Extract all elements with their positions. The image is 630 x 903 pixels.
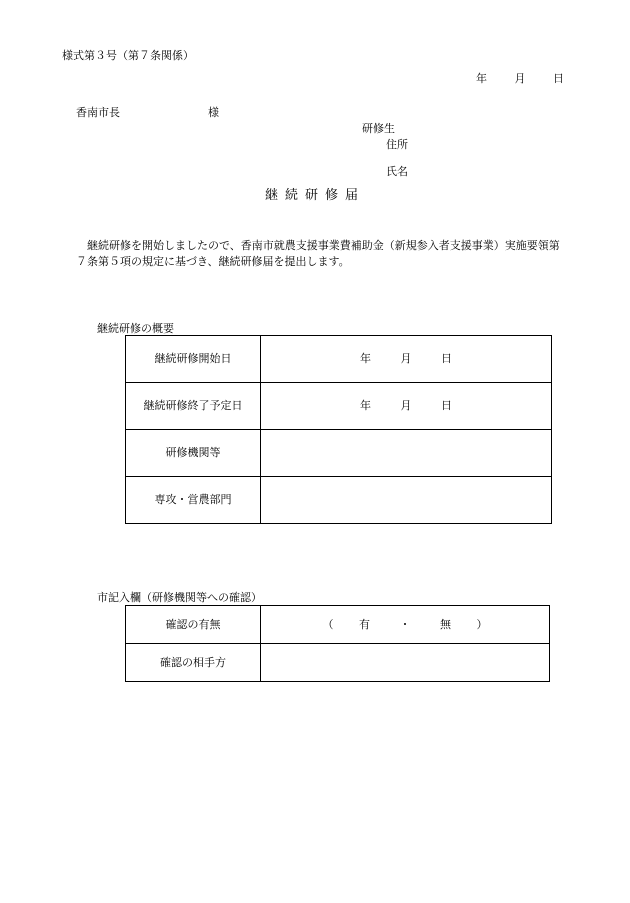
addressee-name: 香南市長 bbox=[76, 106, 120, 119]
counterpart-field[interactable] bbox=[261, 644, 550, 682]
confirmation-label: 確認の有無 bbox=[126, 606, 261, 644]
table-row bbox=[126, 430, 552, 477]
name-label: 氏名 bbox=[386, 165, 408, 178]
city-section-table bbox=[125, 605, 550, 682]
start-date-label: 継続研修開始日 bbox=[126, 336, 261, 383]
start-month-label: 月 bbox=[400, 352, 412, 366]
date-day-label: 日 bbox=[553, 72, 564, 85]
body-line-2: ７条第５項の規定に基づき、継続研修届を提出します。 bbox=[76, 255, 350, 268]
date-month-label: 月 bbox=[514, 72, 526, 85]
option-no[interactable]: 無 bbox=[440, 617, 451, 631]
body-paragraph bbox=[76, 238, 576, 270]
option-separator: ・ bbox=[399, 617, 411, 631]
trainee-label: 研修生 bbox=[362, 122, 395, 135]
counterpart-label: 確認の相手方 bbox=[126, 644, 261, 682]
end-date-label: 継続研修終了予定日 bbox=[126, 383, 261, 430]
end-day-label: 日 bbox=[441, 399, 452, 413]
paren-open: （ bbox=[322, 617, 334, 631]
date-year-label: 年 bbox=[476, 72, 487, 85]
city-section-heading: 市記入欄（研修機関等への確認） bbox=[97, 591, 262, 604]
option-yes[interactable]: 有 bbox=[359, 617, 370, 631]
table-row bbox=[126, 644, 550, 682]
table-row bbox=[126, 383, 552, 430]
document-title: 継続研修届 bbox=[264, 188, 365, 203]
form-number: 様式第３号（第７条関係） bbox=[62, 49, 194, 62]
end-year-label: 年 bbox=[360, 399, 371, 413]
institution-label: 研修機関等 bbox=[126, 430, 261, 477]
major-label: 専攻・営農部門 bbox=[126, 477, 261, 524]
start-date-field[interactable] bbox=[261, 336, 552, 383]
table-row bbox=[126, 477, 552, 524]
end-month-label: 月 bbox=[400, 399, 412, 413]
end-date-field[interactable] bbox=[261, 383, 552, 430]
table-row bbox=[126, 336, 552, 383]
overview-heading: 継続研修の概要 bbox=[97, 322, 174, 335]
paren-close: ） bbox=[476, 617, 488, 631]
address-label: 住所 bbox=[386, 138, 408, 151]
submission-date bbox=[476, 72, 564, 85]
addressee-honorific: 様 bbox=[208, 106, 219, 119]
overview-table bbox=[125, 335, 552, 524]
body-line-1: 継続研修を開始しましたので、香南市就農支援事業費補助金（新規参入者支援事業）実施要領第 bbox=[87, 239, 560, 252]
institution-field[interactable] bbox=[261, 430, 552, 477]
confirmation-choice[interactable] bbox=[261, 606, 550, 644]
start-day-label: 日 bbox=[441, 352, 452, 366]
major-field[interactable] bbox=[261, 477, 552, 524]
start-year-label: 年 bbox=[360, 352, 371, 366]
table-row bbox=[126, 606, 550, 644]
